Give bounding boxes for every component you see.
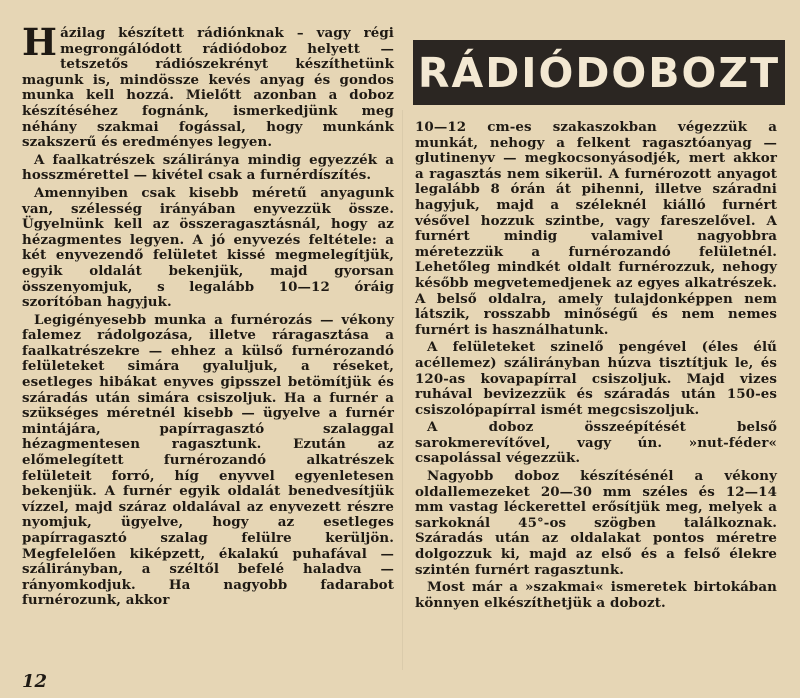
paragraph xyxy=(22,20,394,151)
drop-cap: H xyxy=(22,20,58,64)
paragraph: A doboz összeépítését belső sarokmerevítővel, vagy ún. »nut-féder« csapolással végezzük. xyxy=(415,419,777,467)
paragraph: Nagyobb doboz készítésénél a vékony oldallemezeket 20—30 mm széles és 12—14 mm vastag léckerettel erősítjük meg, melyek a sarkoknál 45°-os szögben találkoznak. Száradás után az oldalakat pontos méretre dolgozzuk ki, majd az első és a felső élekre szintén furnért ragasztunk. xyxy=(415,468,777,578)
column-gutter xyxy=(402,110,403,670)
paragraph: Legigényesebb munka a furnérozás — vékony falemez rádolgozása, illetve ráragasztása a faalkatrészekre — ehhez a külső furnérozandó felületeket simára gyaluljuk, a réseket, esetleges hibákat enyves gipsszel betömítjük és száradás után simára csiszoljuk. Ha a furnér a szükséges méretnél kisebb — ügyelve a furnér mintájára, papírragasztó szalaggal hézagmentesen ragasztunk. Ezután az előmelegített furnérozandó alkatrészek felületeit forró, híg enyvvel egyenletesen bekenjük. A furnér egyik oldalát benedvesítjük vízzel, majd száraz oldalával az enyvezett részre nyomjuk, ügyelve, hogy az esetleges papírragasztó szalag felülre kerüljön. Megfelelően kiképzett, ékalakú puhafával — szálirányban, a széltől befelé haladva — rányomkodjuk. Ha nagyobb fadarabot furnérozunk, akkor xyxy=(22,311,394,609)
left-column xyxy=(22,20,394,611)
paragraph: Most már a »szakmai« ismeretek birtokában könnyen elkészíthetjük a dobozt. xyxy=(415,579,777,611)
paragraph: A faalkatrészek száliránya mindig egyezzék a hosszmérettel — kivétel csak a furnérdíszítés. xyxy=(22,151,394,184)
page-number: 12 xyxy=(22,671,48,692)
title-banner xyxy=(413,40,785,105)
paragraph-text: ázilag készített rádiónknak – vagy régi megrongálódott rádiódoboz helyett — tetszetős rádiószekrényt készíthetünk magunk is, mindössze kevés anyag és gondos munka kell hozzá. Mielőtt azonban a doboz készítéséhez fognánk, ismerkedjünk meg néhány szakmai fogással, hogy munkánk szakszerű és eredményes legyen. xyxy=(22,25,394,151)
paragraph: 10—12 cm-es szakaszokban végezzük a munkát, nehogy a felkent ragasztóanyag — glutinenyv — megkocsonyásodjék, mert akkor a ragasztás nem sikerül. A furnérozott anyagot legalább 8 órán át pihenni, illetve száradni hagyjuk, majd a széleknél kiálló furnért vésővel hozzuk szintbe, vagy fareszelővel. A furnért mindig valamivel nagyobbra méretezzük a furnérozandó felületnél. Lehetőleg mindkét oldalt furnérozzuk, nehogy később megvetemedjenek az egyes alkatrészek. A belső oldalra, amely tulajdonképpen nem látszik, rosszabb minőségű és nem nemes furnért is használhatunk. xyxy=(415,119,777,338)
paragraph: A felületeket szinelő pengével (éles élű acéllemez) szálirányban húzva tisztítjuk le, és 120-as kovapapírral csiszoljuk. Majd vizes ruhával bevizezzük és száradás után 150-es csiszolópapírral ismét megcsiszoljuk. xyxy=(415,339,777,418)
paragraph: Amennyiben csak kisebb méretű anyagunk van, szélesség irányában enyvezzük össze. Ügyelnünk kell az összeragasztásnál, hogy az hézagmentes legyen. A jó enyvezés feltétele: a két enyvezendő felületet kissé megmelegítjük, egyik oldalát bekenjük, majd gyorsan összenyomjuk, s legalább 10—12 óráig szorítóban hagyjuk. xyxy=(22,184,394,311)
article-title: RÁDIÓDOBOZT xyxy=(417,48,781,97)
right-column xyxy=(415,120,777,613)
